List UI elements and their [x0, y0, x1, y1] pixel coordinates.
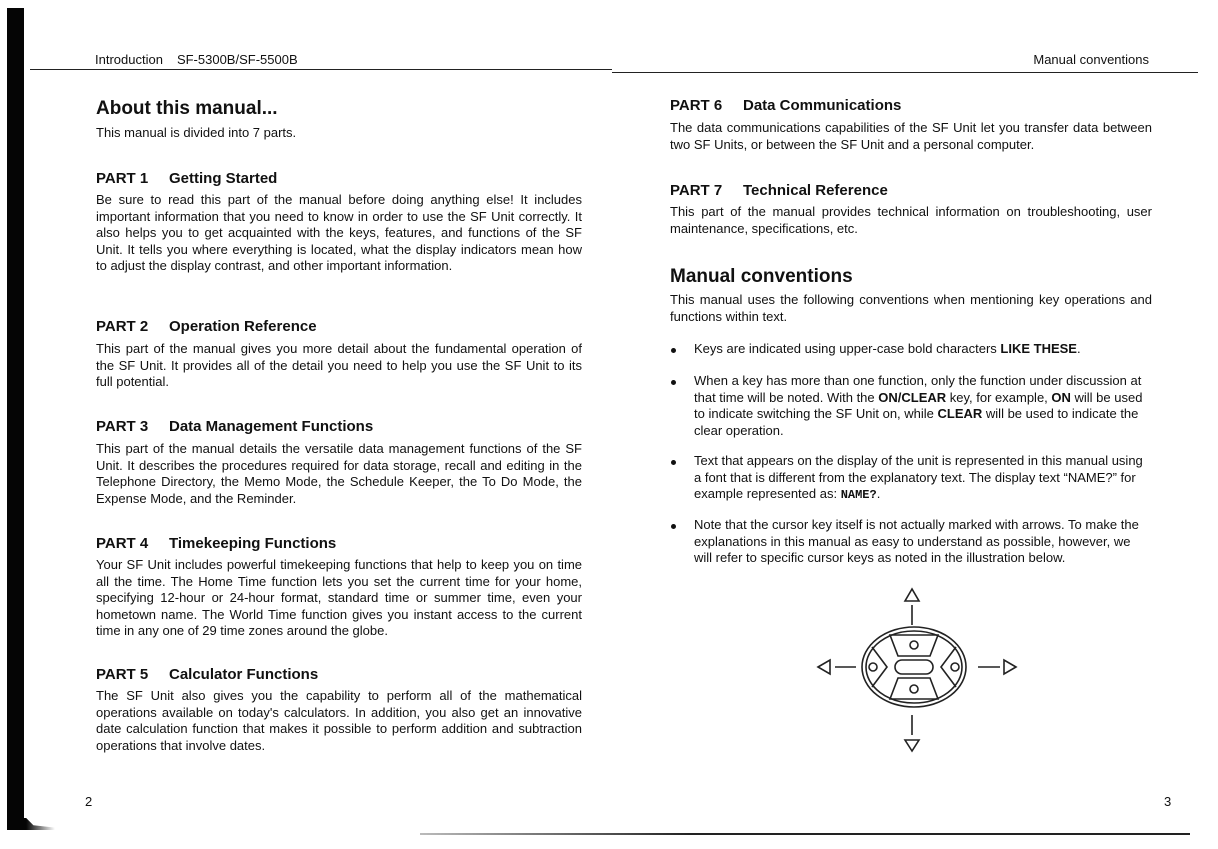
key-clear: CLEAR [937, 406, 983, 422]
part-7-heading [670, 182, 888, 199]
part-number: PART 6 [670, 97, 723, 114]
convention-bullet-cursor-keys [670, 517, 1152, 567]
bullet-text: . [876, 486, 881, 502]
part-number: PART 1 [96, 170, 149, 187]
convention-bullet-display-font [670, 453, 1152, 504]
key-on: ON [1051, 389, 1071, 405]
scan-binding-foot [7, 818, 55, 830]
part-1-body: Be sure to read this part of the manual before doing anything else! It includes important information that you need to know in order to use the SF Unit correctly. It also helps you to get acquainted with the keys, features, and functions of the SF Unit. It tells you where everything is located, what the display indicators mean how to adjust the display contrast, and other important information. [96, 192, 582, 274]
part-2-heading [96, 318, 317, 335]
bullet-text: key, for example, [946, 389, 1052, 405]
conventions-list [670, 341, 1152, 358]
part-title: Getting Started [169, 170, 278, 187]
convention-bullet-multifunction [670, 373, 1152, 439]
header-rule-right [612, 72, 1198, 73]
left-arrow-icon [818, 660, 856, 674]
part-title: Timekeeping Functions [169, 535, 337, 552]
bullet-text: When a key has more than one function, only the function under discussion at that time will be noted. With the [694, 373, 1142, 405]
part-1-heading [96, 170, 277, 187]
bullet-dot-icon [671, 460, 676, 465]
up-arrow-icon [905, 589, 919, 625]
part-7-body: This part of the manual provides technical information on troubleshooting, user maintenance, specifications, etc. [670, 204, 1152, 236]
display-text-example: NAME? [840, 488, 877, 503]
running-head-right: Manual conventions [1033, 52, 1149, 67]
conventions-list-4 [670, 517, 1152, 567]
part-number: PART 4 [96, 535, 149, 552]
conventions-list-2 [670, 373, 1152, 439]
convention-bullet-keys [670, 341, 1152, 358]
page-title: About this manual... [96, 98, 278, 119]
bullet-dot-icon [671, 348, 676, 353]
part-title: Calculator Functions [169, 666, 319, 683]
page-number-right: 3 [1164, 794, 1172, 809]
key-on-clear: ON/CLEAR [878, 389, 947, 405]
bullet-dot-icon [671, 380, 676, 385]
running-head-section: Introduction [95, 52, 163, 67]
conventions-intro: This manual uses the following conventions when mentioning key operations and functions within text. [670, 292, 1152, 324]
bullet-text: Text that appears on the display of the unit is represented in this manual using a font that is different from the explanatory text. The display text “NAME?” for example represented as: [694, 453, 1143, 502]
bullet-text: . [1076, 341, 1081, 356]
scan-binding-edge [7, 8, 24, 828]
page-number-left: 2 [85, 794, 93, 809]
part-number: PART 2 [96, 318, 149, 335]
part-4-body: Your SF Unit includes powerful timekeeping functions that help to keep you on time all the time. The Home Time function lets you set the current time for your home, specifying 12-hour or 24-hour format, standard time or summer time, even your hometown name. The World Time function gives you instant access to the current time in any one of 29 time zones around the globe. [96, 557, 582, 639]
bullet-text: will be used to indicate switching the SF Unit on, while [694, 389, 1143, 422]
part-title: Technical Reference [743, 182, 888, 199]
part-5-body: The SF Unit also gives you the capability to perform all of the mathematical operations available on today's calculators. In addition, you also get an innovative date calculation function that makes it possible to perform addition and subtraction operations that involve dates. [96, 688, 582, 753]
part-6-body: The data communications capabilities of the SF Unit let you transfer data between two SF Units, or between the SF Unit and a personal computer. [670, 120, 1152, 152]
cursor-key-diagram [810, 585, 1020, 760]
intro-text: This manual is divided into 7 parts. [96, 125, 297, 140]
part-4-heading [96, 535, 336, 552]
key-example: LIKE THESE [1000, 341, 1077, 356]
part-3-heading [96, 418, 373, 435]
conventions-title: Manual conventions [670, 266, 853, 287]
footer-rule [420, 833, 1190, 835]
header-rule-left [30, 69, 612, 70]
down-arrow-icon [905, 715, 919, 751]
right-arrow-icon [978, 660, 1016, 674]
part-number: PART 3 [96, 418, 149, 435]
running-head-model: SF-5300B/SF-5500B [176, 52, 298, 67]
conventions-list-3 [670, 453, 1152, 504]
cursor-key-pad-icon [862, 627, 966, 707]
bullet-text: will be used to indicate the clear operation. [694, 406, 1139, 438]
bullet-text: Note that the cursor key itself is not actually marked with arrows. To make the explanations in this manual as easy to understand as possible, however, we will refer to specific cursor keys as noted in the illustration below. [694, 517, 1139, 566]
part-title: Data Communications [743, 97, 902, 114]
part-title: Operation Reference [169, 318, 317, 335]
running-head-left [95, 52, 298, 67]
part-3-body: This part of the manual details the versatile data management functions of the SF Unit. It describes the procedures required for data storage, recall and editing in the Telephone Directory, the Memo Mode, the Schedule Keeper, the To Do Mode, the Expense Mode, and the Reminder. [96, 441, 582, 506]
bullet-dot-icon [671, 524, 676, 529]
part-2-body: This part of the manual gives you more detail about the fundamental operation of the SF Unit. It provides all of the detail you need to help you use the SF Unit to its full potential. [96, 341, 582, 390]
part-6-heading [670, 97, 901, 114]
part-number: PART 7 [670, 182, 723, 199]
part-5-heading [96, 666, 318, 683]
part-number: PART 5 [96, 666, 149, 683]
part-title: Data Management Functions [169, 418, 374, 435]
bullet-text: Keys are indicated using upper-case bold characters [694, 341, 1001, 356]
